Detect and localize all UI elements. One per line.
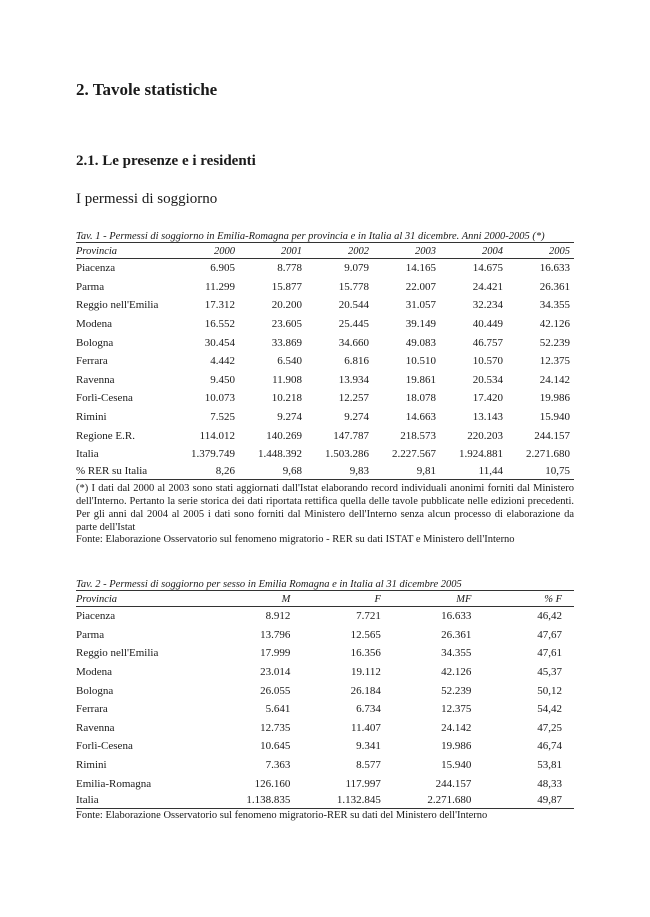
table1-cell: 9.079 bbox=[344, 262, 369, 275]
table2-row bbox=[76, 756, 574, 775]
table1-cell: 10.073 bbox=[204, 392, 235, 405]
table1-cell: 20.200 bbox=[271, 299, 302, 312]
table2-cell: 47,67 bbox=[537, 628, 562, 641]
table2-cell: 42.126 bbox=[441, 666, 472, 679]
section-title: 2.1. Le presenze e i residenti bbox=[76, 153, 256, 169]
table1-row bbox=[76, 445, 574, 464]
table1-header-cell: 2000 bbox=[172, 245, 239, 259]
table2-cell: Emilia-Romagna bbox=[76, 777, 152, 790]
table1-cell: Rimini bbox=[76, 411, 107, 424]
table1-caption: Tav. 1 - Permessi di soggiorno in Emilia-Romagna per provincia e in Italia al 31 dicembre. Anni 2000-2005 (*) bbox=[76, 231, 574, 243]
table2-cell: 1.132.845 bbox=[302, 793, 393, 809]
table2-cell: 23.014 bbox=[260, 666, 291, 679]
table2-cell: 50,12 bbox=[537, 684, 562, 697]
table1-cell: Piacenza bbox=[76, 262, 116, 275]
table1-cell: 12.375 bbox=[539, 355, 570, 368]
table1-cell: 49.083 bbox=[405, 336, 436, 349]
table1-cell: Forlì-Cesena bbox=[76, 392, 133, 405]
table2-cell: 26.361 bbox=[441, 628, 472, 641]
table2-cell: 244.157 bbox=[435, 777, 472, 790]
table1-cell: 34.660 bbox=[338, 336, 369, 349]
table1-cell: 6.540 bbox=[277, 355, 302, 368]
table2-cell: Reggio nell'Emilia bbox=[76, 647, 159, 660]
table2-cell: 10.645 bbox=[260, 740, 291, 753]
table1-cell: 33.869 bbox=[271, 336, 302, 349]
table1-cell: 114.012 bbox=[199, 429, 235, 442]
table2-cell: 46,42 bbox=[537, 610, 562, 623]
table2-cell: 24.142 bbox=[441, 721, 472, 734]
table2-header-cell: F bbox=[302, 593, 393, 607]
table1-cell: 19.861 bbox=[405, 373, 436, 386]
table2-cell: 6.734 bbox=[356, 703, 381, 716]
table1-cell: Regione E.R. bbox=[76, 429, 135, 442]
table2-cell: 2.271.680 bbox=[393, 793, 484, 809]
table1-cell: 220.203 bbox=[467, 429, 503, 442]
table2-header-cell: MF bbox=[393, 593, 484, 607]
table1-cell: 6.905 bbox=[210, 262, 235, 275]
table1 bbox=[76, 245, 574, 480]
table1-cell: 4.442 bbox=[210, 355, 235, 368]
table2-row bbox=[76, 774, 574, 793]
table1-row bbox=[76, 278, 574, 297]
table1-cell: 9,83 bbox=[306, 464, 373, 480]
table1-source: Fonte: Elaborazione Osservatorio sul fenomeno migratorio - RER su dati ISTAT e Ministero dell'Interno bbox=[76, 534, 515, 545]
table2-cell: Ravenna bbox=[76, 721, 115, 734]
table1-cell: 1.379.749 bbox=[191, 448, 235, 461]
table2 bbox=[76, 593, 574, 809]
table2-cell: 13.796 bbox=[260, 628, 291, 641]
table1-header-cell: 2003 bbox=[373, 245, 440, 259]
table2-header-cell: Provincia bbox=[76, 593, 212, 607]
table2-cell: 45,37 bbox=[537, 666, 562, 679]
table2-cell: 47,61 bbox=[537, 647, 562, 660]
table2-cell: 8.577 bbox=[356, 759, 381, 772]
table1-cell: 40.449 bbox=[472, 318, 503, 331]
table2-cell: 46,74 bbox=[537, 740, 562, 753]
table1-cell: 42.126 bbox=[539, 318, 570, 331]
table2-cell: 117.997 bbox=[345, 777, 381, 790]
table2-cell: 11.407 bbox=[351, 721, 381, 734]
table1-cell: 14.675 bbox=[472, 262, 503, 275]
table2-cell: Ferrara bbox=[76, 703, 108, 716]
table1-cell: 14.663 bbox=[405, 411, 436, 424]
table1-row bbox=[76, 371, 574, 390]
table1-cell: Bologna bbox=[76, 336, 114, 349]
chapter-title: 2. Tavole statistiche bbox=[76, 80, 218, 99]
table2-cell: 15.940 bbox=[441, 759, 472, 772]
table1-cell: 26.361 bbox=[539, 280, 570, 293]
table1-row bbox=[76, 315, 574, 334]
table1-cell: 17.420 bbox=[472, 392, 503, 405]
table1-cell: 52.239 bbox=[539, 336, 570, 349]
table1-cell: 8,26 bbox=[172, 464, 239, 480]
table2-row bbox=[76, 681, 574, 700]
table1-cell: 30.454 bbox=[204, 336, 235, 349]
table2-row bbox=[76, 607, 574, 626]
table2-cell: Italia bbox=[76, 793, 212, 809]
table1-cell: 1.448.392 bbox=[258, 448, 302, 461]
table1-cell: 1.503.286 bbox=[325, 448, 369, 461]
table1-cell: 23.605 bbox=[271, 318, 302, 331]
table2-cell: 8.912 bbox=[265, 610, 291, 623]
table2-source: Fonte: Elaborazione Osservatorio sul fenomeno migratorio-RER su dati del Ministero dell'Interno bbox=[76, 810, 488, 821]
table1-header-cell: 2004 bbox=[440, 245, 507, 259]
table1-cell: 13.143 bbox=[472, 411, 503, 424]
table1-header-cell: 2001 bbox=[239, 245, 306, 259]
table2-cell: 16.633 bbox=[441, 610, 472, 623]
table1-cell: Modena bbox=[76, 318, 113, 331]
table2-cell: 12.375 bbox=[441, 703, 472, 716]
table1-cell: 244.157 bbox=[534, 429, 570, 442]
table1-cell: 16.633 bbox=[539, 262, 570, 275]
table2-caption: Tav. 2 - Permessi di soggiorno per sesso in Emilia Romagna e in Italia al 31 dicembre 2005 bbox=[76, 579, 574, 591]
table2-row bbox=[76, 719, 574, 738]
table2-cell: 126.160 bbox=[254, 777, 291, 790]
table1-row bbox=[76, 333, 574, 352]
table2-cell: 9.341 bbox=[356, 740, 381, 753]
table2-cell: 12.565 bbox=[350, 628, 381, 641]
table1-cell: Reggio nell'Emilia bbox=[76, 299, 159, 312]
table1-cell: 9.274 bbox=[344, 411, 369, 424]
table1-cell: 11.908 bbox=[272, 373, 302, 386]
table2-cell: 48,33 bbox=[537, 777, 562, 790]
table1-cell: 32.234 bbox=[472, 299, 503, 312]
table1-cell: 46.757 bbox=[472, 336, 503, 349]
table1-cell: 2.227.567 bbox=[392, 448, 436, 461]
table1-cell: 11,44 bbox=[440, 464, 507, 480]
table1-cell: 34.355 bbox=[539, 299, 570, 312]
table2-row bbox=[76, 663, 574, 682]
table1-cell: 10.510 bbox=[405, 355, 436, 368]
table1-cell: 16.552 bbox=[204, 318, 235, 331]
table2-header-row bbox=[76, 593, 574, 607]
table1-header-cell: 2002 bbox=[306, 245, 373, 259]
table2-row bbox=[76, 700, 574, 719]
table1-row bbox=[76, 352, 574, 371]
table1-cell: 8.778 bbox=[277, 262, 302, 275]
table1-cell: 13.934 bbox=[338, 373, 369, 386]
table1-cell: Parma bbox=[76, 280, 105, 293]
table1-cell: 10,75 bbox=[507, 464, 574, 480]
table1-cell: 22.007 bbox=[405, 280, 436, 293]
table1-cell: 6.816 bbox=[344, 355, 369, 368]
table2-cell: 7.363 bbox=[265, 759, 291, 772]
table2-cell: 49,87 bbox=[483, 793, 574, 809]
table2-cell: 34.355 bbox=[441, 647, 472, 660]
table1-cell: 12.257 bbox=[338, 392, 369, 405]
table2-cell: 47,25 bbox=[537, 721, 562, 734]
table1-cell: 18.078 bbox=[405, 392, 436, 405]
table1-cell: 11.299 bbox=[205, 280, 235, 293]
table1-cell: 25.445 bbox=[338, 318, 369, 331]
table1-cell: 15.877 bbox=[271, 280, 302, 293]
table2-header-cell: % F bbox=[483, 593, 574, 607]
table1-row bbox=[76, 296, 574, 315]
table1-cell: 9.450 bbox=[210, 373, 235, 386]
table1-cell: 7.525 bbox=[210, 411, 235, 424]
table2-cell: 7.721 bbox=[356, 610, 381, 623]
table1-cell: 20.534 bbox=[472, 373, 503, 386]
table1-notes bbox=[76, 482, 574, 545]
table1-cell: 15.940 bbox=[539, 411, 570, 424]
table1-cell: 9,81 bbox=[373, 464, 440, 480]
table2-cell: 19.986 bbox=[441, 740, 472, 753]
table2-cell: 5.641 bbox=[265, 703, 291, 716]
table1-cell: 147.787 bbox=[333, 429, 369, 442]
table1-header-row bbox=[76, 245, 574, 259]
table2-row bbox=[76, 626, 574, 645]
table1-cell: 24.421 bbox=[472, 280, 503, 293]
table1-cell: 10.218 bbox=[271, 392, 302, 405]
table1-row bbox=[76, 426, 574, 445]
subsection-title: I permessi di soggiorno bbox=[76, 191, 218, 207]
table1-cell: 1.924.881 bbox=[459, 448, 503, 461]
table2-cell: 19.112 bbox=[351, 666, 381, 679]
table1-cell: 19.986 bbox=[539, 392, 570, 405]
table1-cell: Ferrara bbox=[76, 355, 108, 368]
table2-cell: 12.735 bbox=[260, 721, 291, 734]
table1-cell: % RER su Italia bbox=[76, 464, 172, 480]
table2-cell: Modena bbox=[76, 666, 113, 679]
table1-row bbox=[76, 259, 574, 278]
table2-cell: Piacenza bbox=[76, 610, 116, 623]
table1-row bbox=[76, 408, 574, 427]
table2-cell: 26.055 bbox=[260, 684, 291, 697]
table2-cell: 17.999 bbox=[260, 647, 291, 660]
table2-header-cell: M bbox=[212, 593, 303, 607]
table1-cell: 20.544 bbox=[338, 299, 369, 312]
table1-cell: Ravenna bbox=[76, 373, 115, 386]
table1-cell: 140.269 bbox=[266, 429, 302, 442]
table1-header-cell: Provincia bbox=[76, 245, 172, 259]
table2-cell: Parma bbox=[76, 628, 105, 641]
table1-cell: 2.271.680 bbox=[526, 448, 570, 461]
table2-cell: 16.356 bbox=[350, 647, 381, 660]
table1-cell: 15.778 bbox=[338, 280, 369, 293]
table1-cell: 218.573 bbox=[400, 429, 436, 442]
table2-cell: Bologna bbox=[76, 684, 114, 697]
table1-header-cell: 2005 bbox=[507, 245, 574, 259]
table1-cell: 9,68 bbox=[239, 464, 306, 480]
table1-cell: Italia bbox=[76, 448, 99, 461]
table1-cell: 14.165 bbox=[405, 262, 436, 275]
table1-cell: 24.142 bbox=[539, 373, 570, 386]
table2-cell: 52.239 bbox=[441, 684, 472, 697]
table1-cell: 10.570 bbox=[472, 355, 503, 368]
table2-cell: 1.138.835 bbox=[212, 793, 303, 809]
table1-cell: 31.057 bbox=[405, 299, 436, 312]
table2-cell: 54,42 bbox=[537, 703, 562, 716]
table1-row bbox=[76, 464, 574, 480]
table2-cell: Forlì-Cesena bbox=[76, 740, 133, 753]
table1-cell: 17.312 bbox=[204, 299, 235, 312]
table2-cell: Rimini bbox=[76, 759, 107, 772]
table2-row bbox=[76, 737, 574, 756]
table1-footnote: (*) I dati dal 2000 al 2003 sono stati aggiornati dall'Istat elaborando record individuali anonimi forniti dal Ministero dell'Interno. Pertanto la serie storica dei dati riportata rettifica quella delle tavole pubblicate nelle edizioni precedenti. Per gli anni dal 2004 al 2005 i dati sono forniti dal Ministero dell'Interno senza alcun processo di elaborazione da parte dell'Istat bbox=[76, 483, 574, 533]
table2-cell: 53,81 bbox=[537, 759, 562, 772]
table2-cell: 26.184 bbox=[350, 684, 381, 697]
table2-row bbox=[76, 793, 574, 809]
table1-row bbox=[76, 389, 574, 408]
table1-cell: 9.274 bbox=[277, 411, 302, 424]
table1-cell: 39.149 bbox=[405, 318, 436, 331]
table2-row bbox=[76, 644, 574, 663]
